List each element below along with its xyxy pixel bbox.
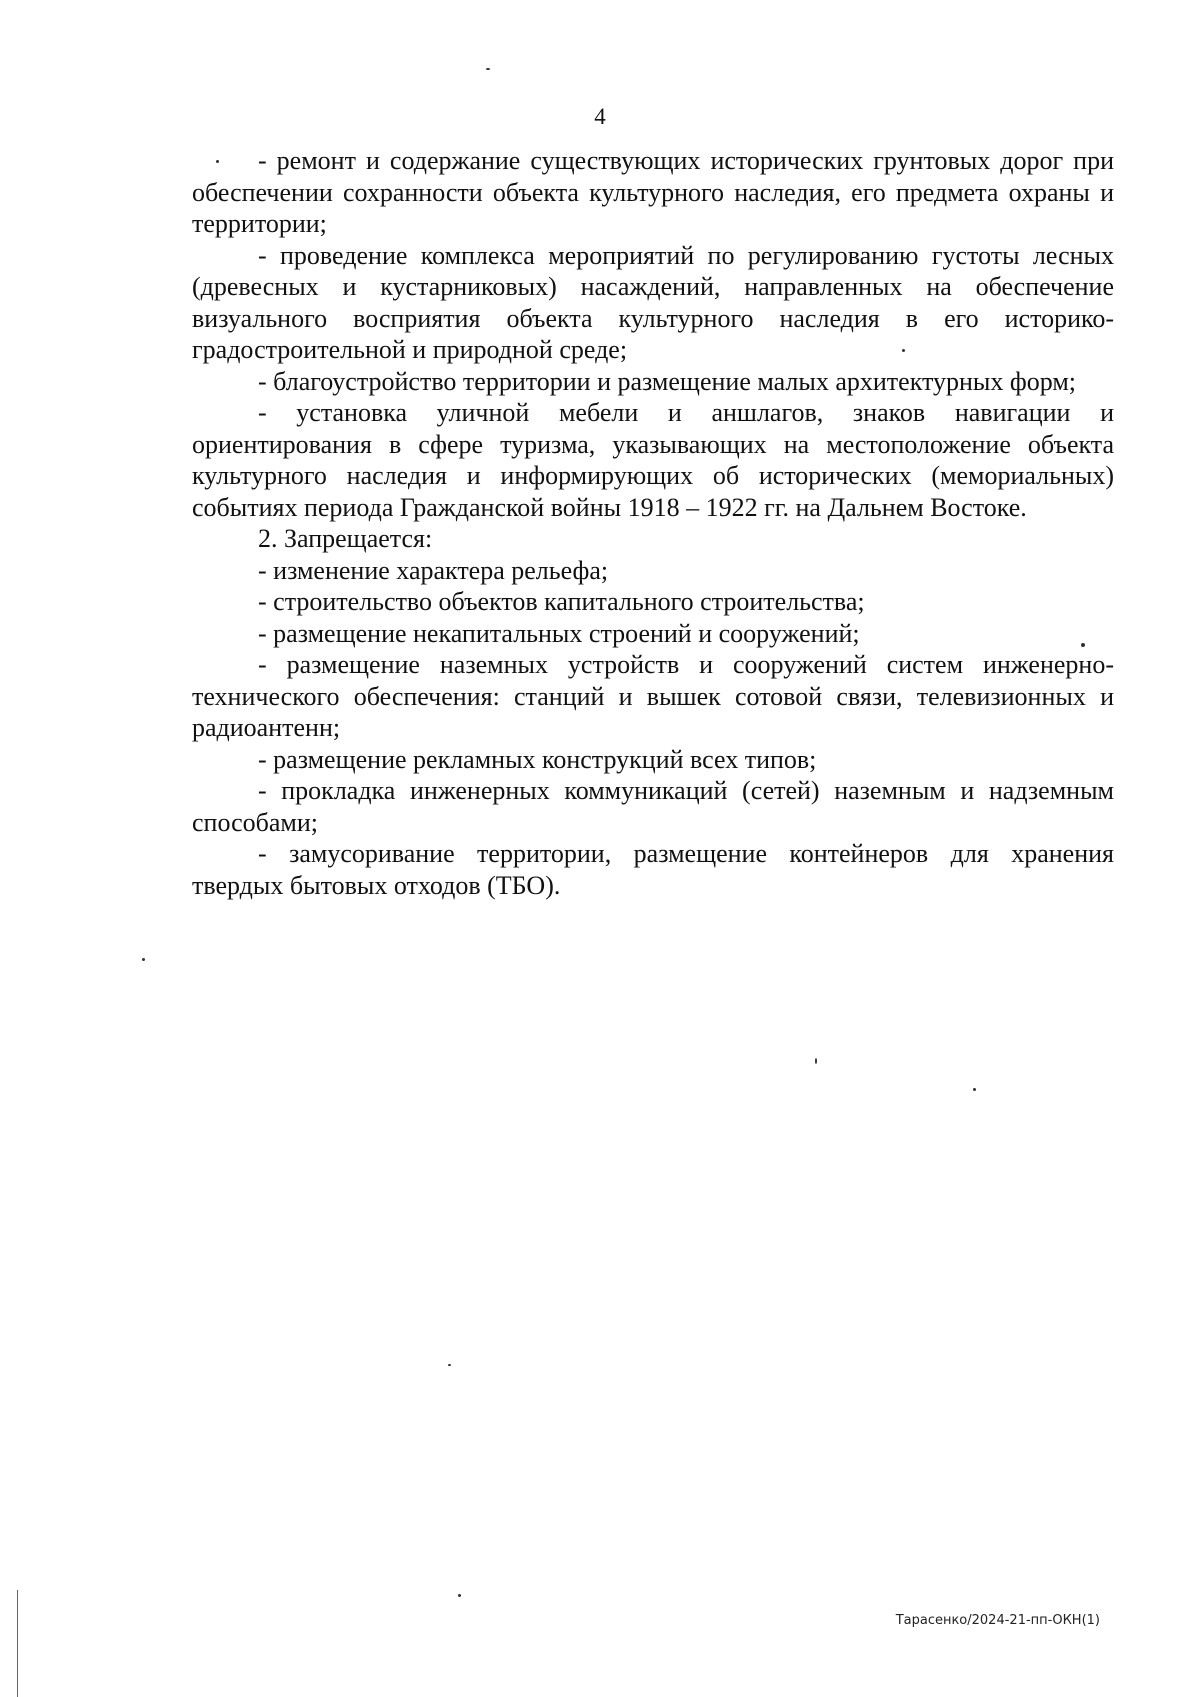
paragraph-prohibited-heading: 2. Запрещается: xyxy=(258,524,433,553)
paragraph-street-furniture: - установка уличной мебели и аншлагов, знаков навигации и ориентирования в сфере туризма, указывающих на местоположение объекта культурного наследия и информирующих об исторических (мемориальных) событиях периода Гражданской войны 1918 – 1922 гг. на Дальнем Востоке. xyxy=(192,398,1114,522)
scan-speck xyxy=(815,1058,817,1064)
paragraph-road-maintenance: - ремонт и содержание существующих исторических грунтовых дорог при обеспечении сохранности объекта культурного наследия, его предмета охраны и территории; xyxy=(192,146,1114,238)
paragraph-utilities: - прокладка инженерных коммуникаций (сетей) наземным и надземным способами; xyxy=(192,776,1114,837)
paragraph-landscaping: - благоустройство территории и размещение малых архитектурных форм; xyxy=(258,366,1077,396)
paragraph-advertising: - размещение рекламных конструкций всех типов; xyxy=(258,744,817,774)
document-body xyxy=(192,145,1114,901)
paragraph-forest-density: - проведение комплекса мероприятий по регулированию густоты лесных (древесных и кустарниковых) насаждений, направленных на обеспечение визуального восприятия объекта культурного наследия в его историко-градостроительной и природной среде; xyxy=(192,240,1114,364)
scan-speck xyxy=(973,1088,976,1091)
scan-speck xyxy=(486,68,490,70)
scan-edge-line xyxy=(17,1590,18,1697)
paragraph-engineering-systems: - размещение наземных устройств и сооружений систем инженерно-технического обеспечения: станций и вышек сотовой связи, телевизионных и радиоантенн; xyxy=(192,650,1114,742)
paragraph-non-capital-structures: - размещение некапитальных строений и сооружений; xyxy=(258,618,860,648)
paragraph-littering: - замусоривание территории, размещение контейнеров для хранения твердых бытовых отходов (ТБО). xyxy=(192,839,1114,900)
scan-speck xyxy=(458,1594,461,1597)
scan-speck xyxy=(142,958,145,961)
document-code: Тарасенко/2024-21-пп-ОКН(1) xyxy=(895,1613,1100,1628)
paragraph-relief-change: - изменение характера рельефа; xyxy=(258,555,609,585)
page-number: 4 xyxy=(594,104,606,129)
scan-speck xyxy=(448,1364,451,1366)
paragraph-capital-construction: - строительство объектов капитального строительства; xyxy=(258,587,865,616)
